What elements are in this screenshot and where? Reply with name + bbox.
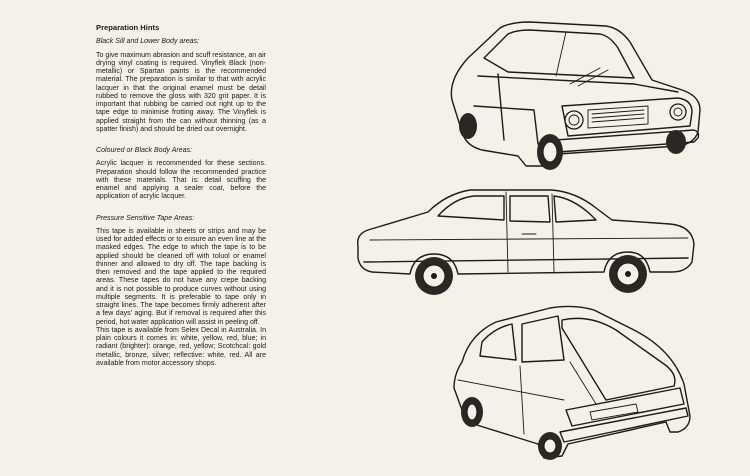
section-body-body-areas: Acrylic lacquer is recommended for these sections. Preparation should follow the recommended practice with these materials. That is: detail scuffing the enamel and applying a sealer coat, before the application of acrylic lacquer.	[96, 160, 266, 201]
car-rear-three-quarter-illustration	[440, 300, 698, 462]
car-front-three-quarter-illustration	[438, 14, 706, 176]
text-column	[96, 24, 266, 368]
section-body-tape-supply: This tape is available from Selex Decal in Australia. In plain colours it comes in: white, yellow, red, blue; in radiant (brighter): orange, red, yellow; Scotchcal: gold metallic, bronze, silver; reflective: white, red. All are available from motor accessory shops.	[96, 326, 266, 367]
section-heading-sill: Black Sill and Lower Body areas:	[96, 38, 200, 46]
car-side-profile-illustration	[350, 182, 702, 300]
page-title: Preparation Hints	[96, 23, 160, 32]
section-heading-tape: Pressure Sensitive Tape Areas:	[96, 214, 195, 222]
section-body-sill: To give maximum abrasion and scuff resistance, an air drying vinyl coating is required. Vinyflek Black (non-metallic) or Spartan paints is the recommended material. The preparation is similar to that with acrylic lacquer in that the original enamel must be detail rubbed to remove the gloss with 320 grit paper. It is important that rubbing be carried out right up to the tape edge to minimise frotting away. The Vinyflek is applied straight from the can without thinning (as a spatter finish) and should be dried out overnight.	[96, 51, 266, 133]
section-body-tape: This tape is available in sheets or strips and may be used for added effects or to ensure an even line at the masked edges. The edge to which the tape is to be applied should be cleaned off with toluol or enamel thinner and allowed to dry off. The tape backing is then removed and the tape applied to the required areas. These tapes do not have any crepe backing and it is not possible to produce curves without using multiple segments. It is preferable to tape only in straight lines. The tape becomes firmly adherent after a few days' aging. But if removal is required after this period, hot water application will assist in peeling off.	[96, 227, 266, 326]
section-heading-body-areas: Coloured or Black Body Areas:	[96, 147, 193, 154]
